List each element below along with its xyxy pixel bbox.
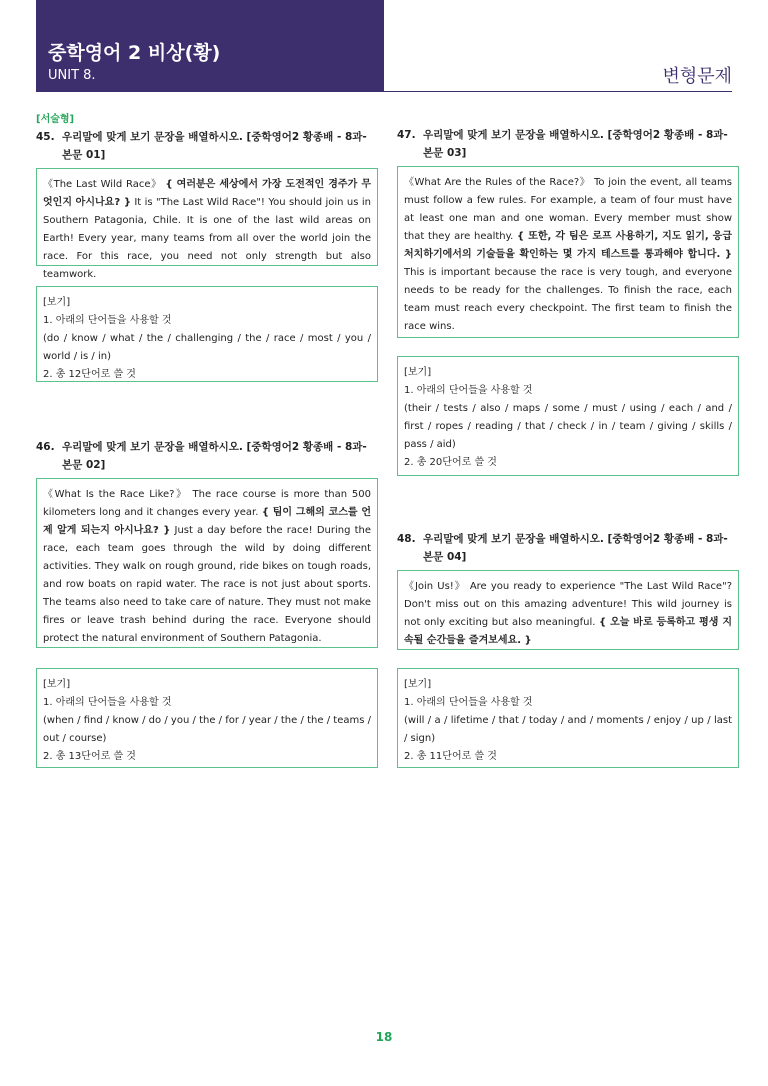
hint-box xyxy=(397,356,739,476)
hint-rule-2: 2. 총 20단어로 쓸 것 xyxy=(404,457,497,468)
question-header xyxy=(36,438,378,474)
hint-box xyxy=(397,668,739,768)
unit-label: UNIT 8. xyxy=(48,68,96,83)
question-number: 45. xyxy=(36,131,55,143)
question-prompt: 우리말에 맞게 보기 문장을 배열하시오. [중학영어2 황종배 - 8과- 본문 04] xyxy=(423,533,728,563)
hint-rule-1: 1. 아래의 단어들을 사용할 것 xyxy=(404,385,533,396)
hint-title: [보기] xyxy=(404,679,432,690)
passage-text: This is important because the race is very tough, and everyone needs to be ready for the challenges. To finish the race, each team must reach every checkpoint. The first team to finish the race wins. xyxy=(404,267,732,332)
hint-words: (will / a / lifetime / that / today / and / moments / enjoy / up / last / sign) xyxy=(404,715,732,744)
header-banner xyxy=(36,0,384,92)
hint-title: [보기] xyxy=(43,297,71,308)
hint-rule-1: 1. 아래의 단어들을 사용할 것 xyxy=(43,315,172,326)
hint-box xyxy=(36,286,378,382)
book-title: 중학영어 2 비상(황) xyxy=(48,42,221,64)
worksheet-type: 변형문제 xyxy=(662,66,732,87)
passage-target-sentence: { 여러분은 세상에서 가장 도전적인 경주가 무엇인지 아시나요? } xyxy=(43,179,371,208)
passage-box xyxy=(397,570,739,650)
hint-rule-2: 2. 총 11단어로 쓸 것 xyxy=(404,751,497,762)
left-column xyxy=(36,110,378,768)
header-divider xyxy=(384,91,732,92)
hint-rule-1: 1. 아래의 단어들을 사용할 것 xyxy=(43,697,172,708)
hint-box xyxy=(36,668,378,768)
hint-rule-2: 2. 총 12단어로 쓸 것 xyxy=(43,369,136,380)
question-header xyxy=(397,530,739,566)
passage-target-sentence: { 오늘 바로 등록하고 평생 지속될 순간들을 즐겨보세요. } xyxy=(404,617,732,646)
passage-text: 《What Are the Rules of the Race?》 To join the event, all teams must follow a few rules. For example, a team of four must have at least one man and one woman. Every member must show that they are healthy. xyxy=(404,177,732,242)
question-header xyxy=(397,126,739,162)
question-46 xyxy=(36,438,378,768)
passage-text: 《Join Us!》 Are you ready to experience "The Last Wild Race"? Don't miss out on this amazing adventure! This wild journey is not only exciting but also meaningful. xyxy=(404,581,732,628)
question-number: 46. xyxy=(36,441,55,453)
page-number: 18 xyxy=(375,1030,393,1044)
passage-target-sentence: { 팀이 그해의 코스를 언제 알게 되는지 아시나요? } xyxy=(43,507,371,536)
passage-text: Just a day before the race! During the race, each team goes through the wild by doing different activities. They walk on rough ground, ride bikes on tough roads, and row boats on rapid water. The race is not just about sports. The teams also need to take care of nature. They must not make fires or leave trash behind during the race. Everyone should protect the natural environment of Southern Patagonia. xyxy=(43,525,372,644)
passage-box xyxy=(36,478,378,648)
question-number: 48. xyxy=(397,533,416,545)
passage-text: 《The Last Wild Race》 xyxy=(43,179,166,190)
hint-title: [보기] xyxy=(404,367,432,378)
question-45 xyxy=(36,128,378,382)
question-prompt: 우리말에 맞게 보기 문장을 배열하시오. [중학영어2 황종배 - 8과- 본문 01] xyxy=(62,131,367,161)
passage-box xyxy=(397,166,739,338)
hint-words: (when / find / know / do / you / the / for / year / the / the / teams / out / course) xyxy=(43,715,371,744)
right-column xyxy=(397,126,739,768)
section-label: [서술형] xyxy=(36,114,75,125)
question-prompt: 우리말에 맞게 보기 문장을 배열하시오. [중학영어2 황종배 - 8과- 본문 02] xyxy=(62,441,367,471)
passage-text: It is "The Last Wild Race"! You should join us in Southern Patagonia, Chile. It is one of the last wild areas on Earth! Every year, many teams from all over the world join the race. For this race, you need not only strength but also teamwork. xyxy=(43,197,371,280)
question-header xyxy=(36,128,378,164)
question-number: 47. xyxy=(397,129,416,141)
passage-text: 《What Is the Race Like?》 The race course is more than 500 kilometers long and it changes every year. xyxy=(43,489,371,518)
question-47 xyxy=(397,126,739,476)
hint-words: (their / tests / also / maps / some / must / using / each / and / first / ropes / reading / that / check / in / team / giving / skills / pass / aid) xyxy=(404,403,732,450)
passage-box xyxy=(36,168,378,280)
hint-rule-2: 2. 총 13단어로 쓸 것 xyxy=(43,751,136,762)
hint-rule-1: 1. 아래의 단어들을 사용할 것 xyxy=(404,697,533,708)
question-48 xyxy=(397,530,739,768)
passage-target-sentence: { 또한, 각 팀은 로프 사용하기, 지도 읽기, 응급 처치하기에서의 기술들을 확인하는 몇 가지 테스트를 통과해야 합니다. } xyxy=(404,231,732,260)
hint-title: [보기] xyxy=(43,679,71,690)
hint-words: (do / know / what / the / challenging / the / race / most / you / world / is / in) xyxy=(43,333,371,362)
question-prompt: 우리말에 맞게 보기 문장을 배열하시오. [중학영어2 황종배 - 8과- 본문 03] xyxy=(423,129,728,159)
